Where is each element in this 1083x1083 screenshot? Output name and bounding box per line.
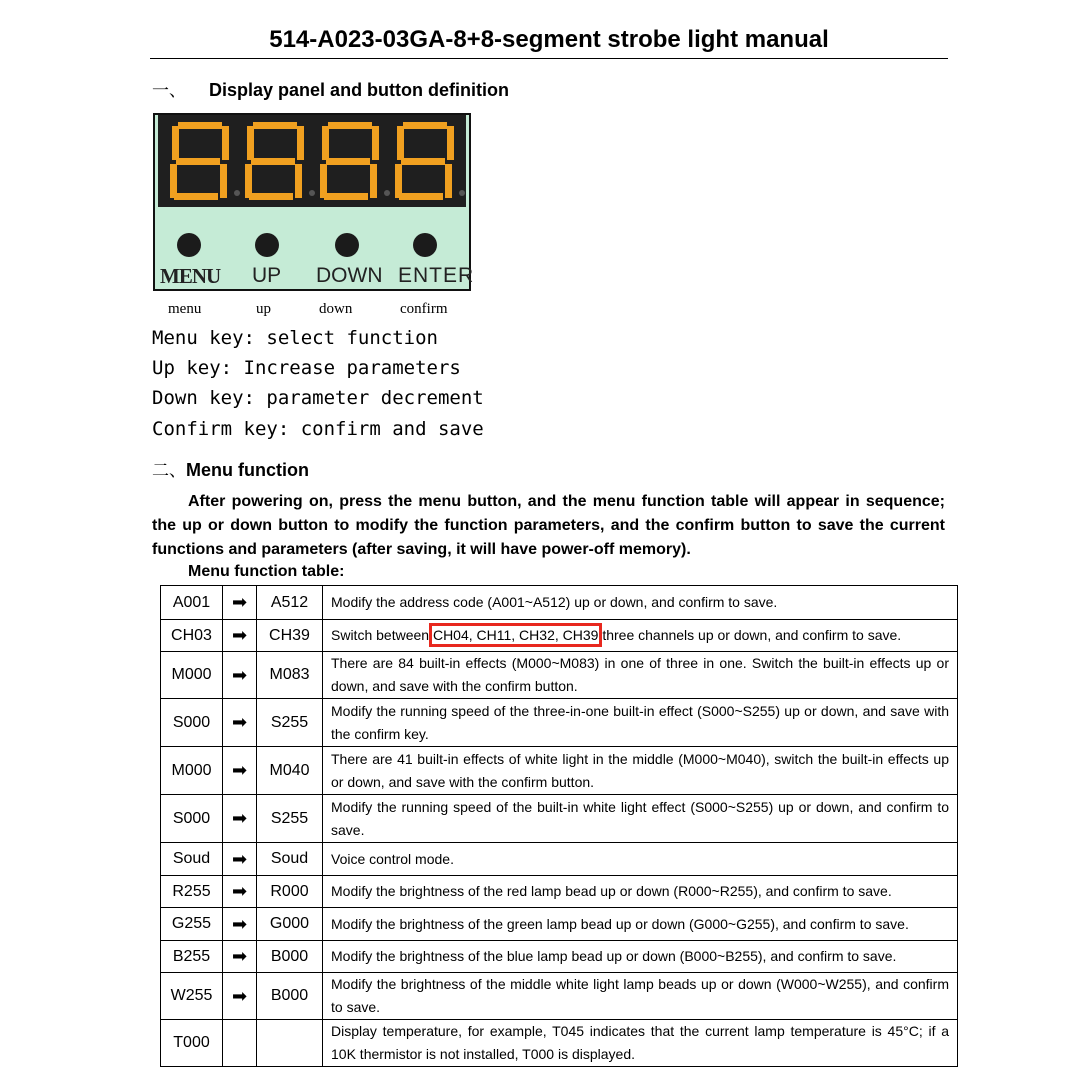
section-1-title: Display panel and button definition [209, 80, 510, 100]
key-description: Menu key: select function [152, 327, 438, 349]
digit-segment [397, 126, 404, 160]
decimal-point [384, 190, 390, 196]
digit-segment [222, 126, 229, 160]
decimal-point [459, 190, 465, 196]
digit-segment [249, 193, 293, 200]
arrow-right-icon: ➡ [223, 747, 257, 795]
description-text: three channels up or down, and confirm to save. [598, 627, 902, 643]
down-button-icon [335, 233, 359, 257]
digit-segment [220, 164, 227, 198]
table-row [161, 652, 958, 699]
table-row [161, 973, 958, 1020]
section-1-heading [152, 76, 509, 101]
table-row [161, 747, 958, 795]
table-row [161, 795, 958, 843]
description-cell: There are 41 built-in effects of white light in the middle (M000~M040), switch the built-in effects up or down, and save with the confirm button. [323, 747, 958, 795]
down-caption: down [319, 301, 353, 317]
confirm-caption: confirm [400, 301, 448, 317]
section-2-number: 二、 [152, 461, 186, 481]
digit-segment [251, 158, 295, 165]
table-row [161, 586, 958, 620]
digit-segment [174, 193, 218, 200]
enter-button-icon [413, 233, 437, 257]
arrow-right-icon [223, 1020, 257, 1067]
digit-segment [322, 126, 329, 160]
section-2-heading [152, 456, 309, 481]
to-code-cell: S255 [257, 795, 323, 843]
key-description: Down key: parameter decrement [152, 387, 484, 409]
from-code-cell: S000 [161, 795, 223, 843]
from-code-cell: M000 [161, 747, 223, 795]
from-code-cell: S000 [161, 699, 223, 747]
display-digit [320, 122, 380, 200]
section-1-number: 一、 [152, 81, 186, 101]
digit-segment [403, 122, 447, 129]
section-2-title: Menu function [186, 460, 309, 480]
table-row [161, 941, 958, 973]
to-code-cell: B000 [257, 941, 323, 973]
digit-segment [297, 126, 304, 160]
to-code-cell: M040 [257, 747, 323, 795]
table-row [161, 1020, 958, 1067]
digit-segment [372, 126, 379, 160]
description-cell: Modify the brightness of the green lamp bead up or down (G000~G255), and confirm to save. [323, 908, 958, 941]
menu-button-label: MENU [160, 264, 221, 288]
seven-segment-display [158, 115, 466, 207]
digit-segment [324, 193, 368, 200]
intro-paragraph: After powering on, press the menu button, and the menu function table will appear in sequence; the up or down button to modify the function parameters, and the confirm button to save the current functions and parameters (after saving, it will have power-off memory). [152, 493, 945, 558]
table-row [161, 699, 958, 747]
description-cell [323, 620, 958, 652]
digit-segment [253, 122, 297, 129]
to-code-cell: G000 [257, 908, 323, 941]
menu-function-table [160, 585, 958, 1067]
display-digit [245, 122, 305, 200]
highlighted-channels: CH04, CH11, CH32, CH39 [432, 627, 599, 643]
to-code-cell: Soud [257, 843, 323, 876]
display-digit [170, 122, 230, 200]
from-code-cell: M000 [161, 652, 223, 699]
arrow-right-icon: ➡ [223, 876, 257, 908]
up-caption: up [256, 301, 271, 317]
table-row [161, 620, 958, 652]
from-code-cell: W255 [161, 973, 223, 1020]
document-title: 514-A023-03GA-8+8-segment strobe light manual [150, 26, 948, 59]
decimal-point [309, 190, 315, 196]
description-cell: Voice control mode. [323, 843, 958, 876]
arrow-right-icon: ➡ [223, 941, 257, 973]
description-cell: Modify the brightness of the middle white light lamp beads up or down (W000~W255), and confirm to save. [323, 973, 958, 1020]
digit-segment [326, 158, 370, 165]
digit-segment [295, 164, 302, 198]
description-text: Switch between [331, 627, 433, 643]
arrow-right-icon: ➡ [223, 620, 257, 652]
description-cell: Modify the brightness of the red lamp bead up or down (R000~R255), and confirm to save. [323, 876, 958, 908]
down-button-label: DOWN [316, 264, 383, 287]
description-cell: There are 84 built-in effects (M000~M083) in one of three in one. Switch the built-in effects up or down, and save with the confirm button. [323, 652, 958, 699]
arrow-right-icon: ➡ [223, 843, 257, 876]
display-digit [395, 122, 455, 200]
key-description: Up key: Increase parameters [152, 357, 461, 379]
arrow-right-icon: ➡ [223, 699, 257, 747]
digit-segment [370, 164, 377, 198]
menu-button-icon [177, 233, 201, 257]
to-code-cell: S255 [257, 699, 323, 747]
description-cell: Modify the brightness of the blue lamp bead up or down (B000~B255), and confirm to save. [323, 941, 958, 973]
from-code-cell: R255 [161, 876, 223, 908]
description-cell: Modify the running speed of the three-in-one built-in effect (S000~S255) up or down, and save with the confirm key. [323, 699, 958, 747]
digit-segment [170, 164, 177, 198]
from-code-cell: Soud [161, 843, 223, 876]
display-panel-illustration [153, 113, 475, 291]
from-code-cell: G255 [161, 908, 223, 941]
up-button-label: UP [252, 264, 282, 287]
digit-segment [401, 158, 445, 165]
arrow-right-icon: ➡ [223, 908, 257, 941]
digit-segment [176, 158, 220, 165]
digit-segment [399, 193, 443, 200]
digit-segment [172, 126, 179, 160]
description-cell: Modify the address code (A001~A512) up or down, and confirm to save. [323, 586, 958, 620]
digit-segment [445, 164, 452, 198]
arrow-right-icon: ➡ [223, 652, 257, 699]
table-row [161, 843, 958, 876]
menu-caption: menu [168, 301, 202, 317]
to-code-cell: M083 [257, 652, 323, 699]
to-code-cell: R000 [257, 876, 323, 908]
from-code-cell: CH03 [161, 620, 223, 652]
digit-segment [178, 122, 222, 129]
up-button-icon [255, 233, 279, 257]
from-code-cell: A001 [161, 586, 223, 620]
to-code-cell [257, 1020, 323, 1067]
table-row [161, 876, 958, 908]
digit-segment [395, 164, 402, 198]
digit-segment [320, 164, 327, 198]
from-code-cell: T000 [161, 1020, 223, 1067]
key-description: Confirm key: confirm and save [152, 418, 484, 440]
digit-segment [447, 126, 454, 160]
description-cell: Display temperature, for example, T045 indicates that the current lamp temperature is 45°C; if a 10K thermistor is not installed, T000 is displayed. [323, 1020, 958, 1067]
to-code-cell: B000 [257, 973, 323, 1020]
to-code-cell: CH39 [257, 620, 323, 652]
decimal-point [234, 190, 240, 196]
arrow-right-icon: ➡ [223, 795, 257, 843]
enter-button-label: ENTER [398, 264, 475, 287]
description-cell: Modify the running speed of the built-in white light effect (S000~S255) up or down, and confirm to save. [323, 795, 958, 843]
from-code-cell: B255 [161, 941, 223, 973]
table-row [161, 908, 958, 941]
arrow-right-icon: ➡ [223, 586, 257, 620]
digit-segment [247, 126, 254, 160]
digit-segment [245, 164, 252, 198]
table-caption: Menu function table: [188, 563, 345, 580]
arrow-right-icon: ➡ [223, 973, 257, 1020]
to-code-cell: A512 [257, 586, 323, 620]
digit-segment [328, 122, 372, 129]
